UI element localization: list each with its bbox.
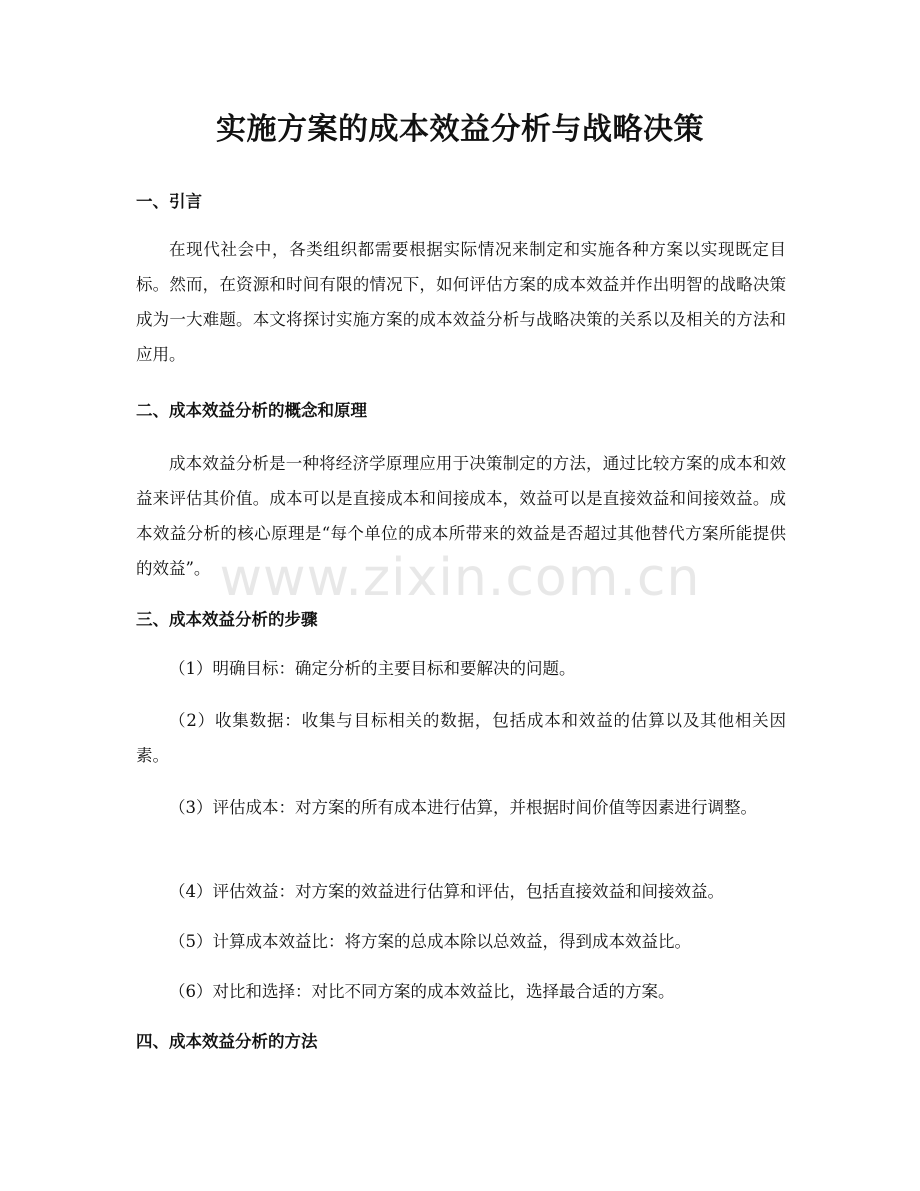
step-item: （3）评估成本：对方案的所有成本进行估算，并根据时间价值等因素进行调整。 <box>169 798 757 817</box>
section-heading-introduction: 一、引言 <box>136 192 202 211</box>
step-item: （5）计算成本效益比：将方案的总成本除以总效益，得到成本效益比。 <box>169 932 691 951</box>
step-item: （6）对比和选择：对比不同方案的成本效益比，选择最合适的方案。 <box>169 982 675 1001</box>
step-item: （1）明确目标：确定分析的主要目标和要解决的问题。 <box>169 659 576 678</box>
section-heading-concept: 二、成本效益分析的概念和原理 <box>136 401 367 420</box>
step-item: （4）评估效益：对方案的效益进行估算和评估，包括直接效益和间接效益。 <box>169 882 724 901</box>
section-paragraph-concept: 成本效益分析是一种将经济学原理应用于决策制定的方法，通过比较方案的成本和效益来评估其价值。成本可以是直接成本和间接成本，效益可以是直接效益和间接效益。成本效益分析的核心原理是“每个单位的成本所带来的效益是否超过其他替代方案所能提供的效益”。 <box>136 454 786 578</box>
document-title: 实施方案的成本效益分析与战略决策 <box>216 112 704 147</box>
section-paragraph-introduction: 在现代社会中，各类组织都需要根据实际情况来制定和实施各种方案以实现既定目标。然而，在资源和时间有限的情况下，如何评估方案的成本效益并作出明智的战略决策成为一大难题。本文将探讨实施方案的成本效益分析与战略决策的关系以及相关的方法和应用。 <box>136 240 786 364</box>
watermark: www.zixin.com.cn <box>219 548 701 608</box>
section-heading-methods: 四、成本效益分析的方法 <box>136 1032 318 1051</box>
step-item: （2）收集数据：收集与目标相关的数据，包括成本和效益的估算以及其他相关因素。 <box>136 711 786 765</box>
section-heading-steps: 三、成本效益分析的步骤 <box>136 610 318 629</box>
